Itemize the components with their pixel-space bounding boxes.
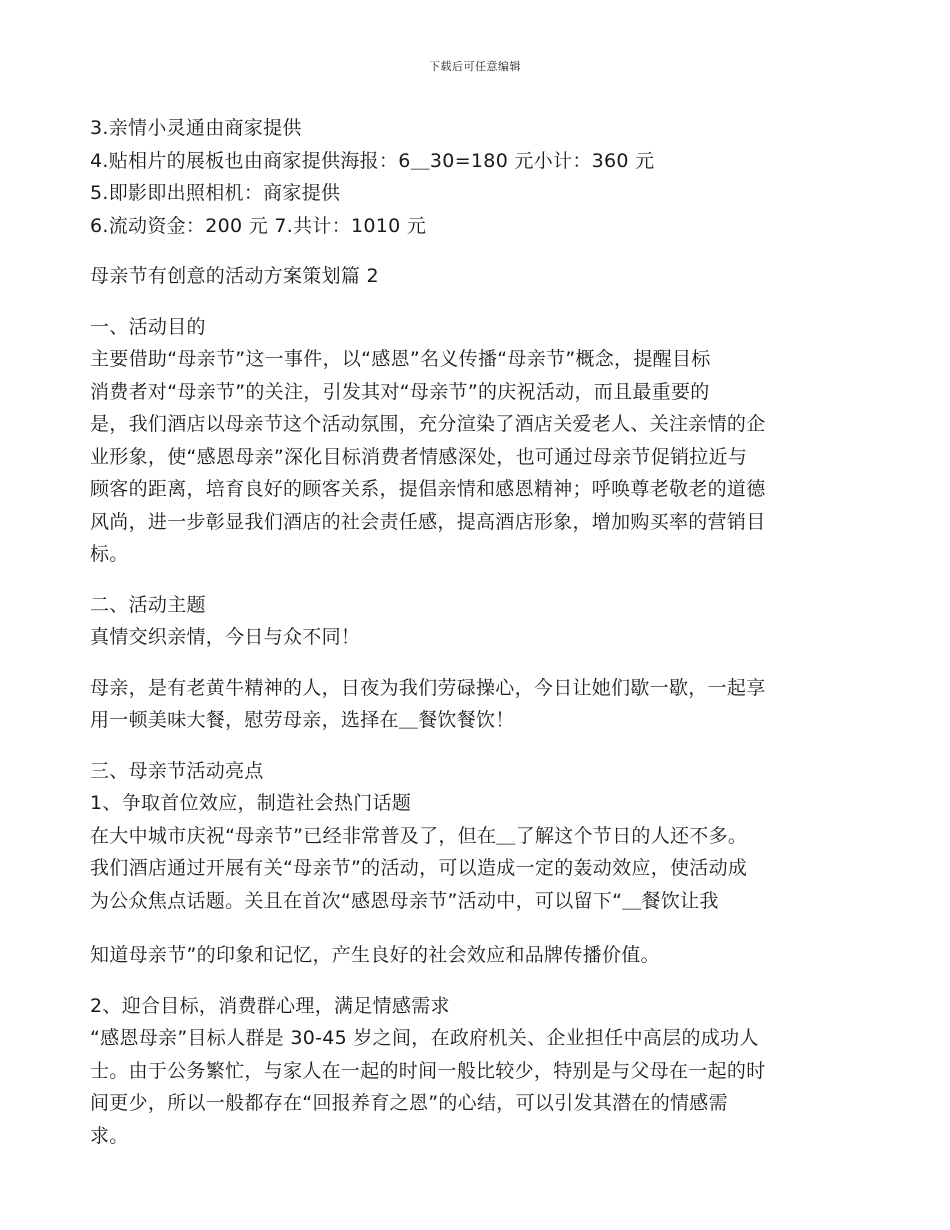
section-heading: 一、活动目的 bbox=[90, 315, 206, 338]
paragraph-line: 主要借助“母亲节”这一事件，以“感恩”名义传播“母亲节”概念，提醒目标 bbox=[90, 348, 711, 370]
budget-item: 6.流动资金：200 元 7.共计：1010 元 bbox=[90, 214, 427, 237]
paragraph-line: 求。 bbox=[90, 1124, 129, 1147]
theme-slogan: 真情交织亲情，今日与众不同！ bbox=[90, 626, 361, 648]
paragraph-line: 为公众焦点话题。关且在首次“感恩母亲节”活动中，可以留下“＿餐饮让我 bbox=[90, 889, 719, 912]
budget-item: 4.贴相片的展板也由商家提供海报：6＿30=180 元小计：360 元 bbox=[90, 149, 655, 172]
section-heading: 二、活动主题 bbox=[90, 593, 206, 616]
paragraph-line: 间更少，所以一般都存在“回报养育之恩”的心结，可以引发其潜在的情感需 bbox=[90, 1092, 728, 1114]
paragraph-line: 知道母亲节”的印象和记忆，产生良好的社会效应和品牌传播价值。 bbox=[90, 944, 660, 966]
budget-item: 3.亲情小灵通由商家提供 bbox=[90, 117, 302, 139]
paragraph-line: 是，我们酒店以母亲节这个活动氛围，充分渲染了酒店关爱老人、关注亲情的企 bbox=[90, 413, 766, 435]
paragraph-line: 标。 bbox=[90, 543, 129, 565]
paragraph-line: 母亲，是有老黄牛精神的人，日夜为我们劳碌操心，今日让她们歇一歇，一起享 bbox=[90, 676, 766, 699]
paragraph-line: 用一顿美味大餐，慰劳母亲，选择在＿餐饮餐饮！ bbox=[90, 709, 515, 731]
paragraph-line: 我们酒店通过开展有关“母亲节”的活动，可以造成一定的轰动效应，使活动成 bbox=[90, 857, 748, 879]
budget-item: 5.即影即出照相机：商家提供 bbox=[90, 182, 341, 204]
article-title: 母亲节有创意的活动方案策划篇 2 bbox=[90, 265, 379, 287]
paragraph-line: 业形象，使“感恩母亲”深化目标消费者情感深处，也可通过母亲节促销拉近与 bbox=[90, 445, 748, 468]
paragraph-line: 士。由于公务繁忙，与家人在一起的时间一般比较少，特别是与父母在一起的时 bbox=[90, 1059, 766, 1082]
section-heading: 三、母亲节活动亮点 bbox=[90, 759, 264, 782]
paragraph-line: 消费者对“母亲节”的关注，引发其对“母亲节”的庆祝活动，而且最重要的 bbox=[90, 380, 710, 403]
paragraph-line: “感恩母亲”目标人群是 30-45 岁之间，在政府机关、企业担任中高层的成功人 bbox=[90, 1027, 759, 1049]
paragraph-line: 顾客的距离，培育良好的顾客关系，提倡亲情和感恩精神；呼唤尊老敬老的道德 bbox=[90, 478, 766, 500]
paragraph-line: 在大中城市庆祝“母亲节”已经非常普及了，但在＿了解这个节日的人还不多。 bbox=[90, 824, 748, 847]
document-body bbox=[90, 112, 860, 1152]
point-title: 1、争取首位效应，制造社会热门话题 bbox=[90, 792, 412, 814]
point-title: 2、迎合目标，消费群心理，满足情感需求 bbox=[90, 994, 450, 1017]
paragraph-line: 风尚，进一步彰显我们酒店的社会责任感，提高酒店形象，增加购买率的营销目 bbox=[90, 510, 766, 533]
page-header: 下载后可任意编辑 bbox=[429, 60, 521, 73]
